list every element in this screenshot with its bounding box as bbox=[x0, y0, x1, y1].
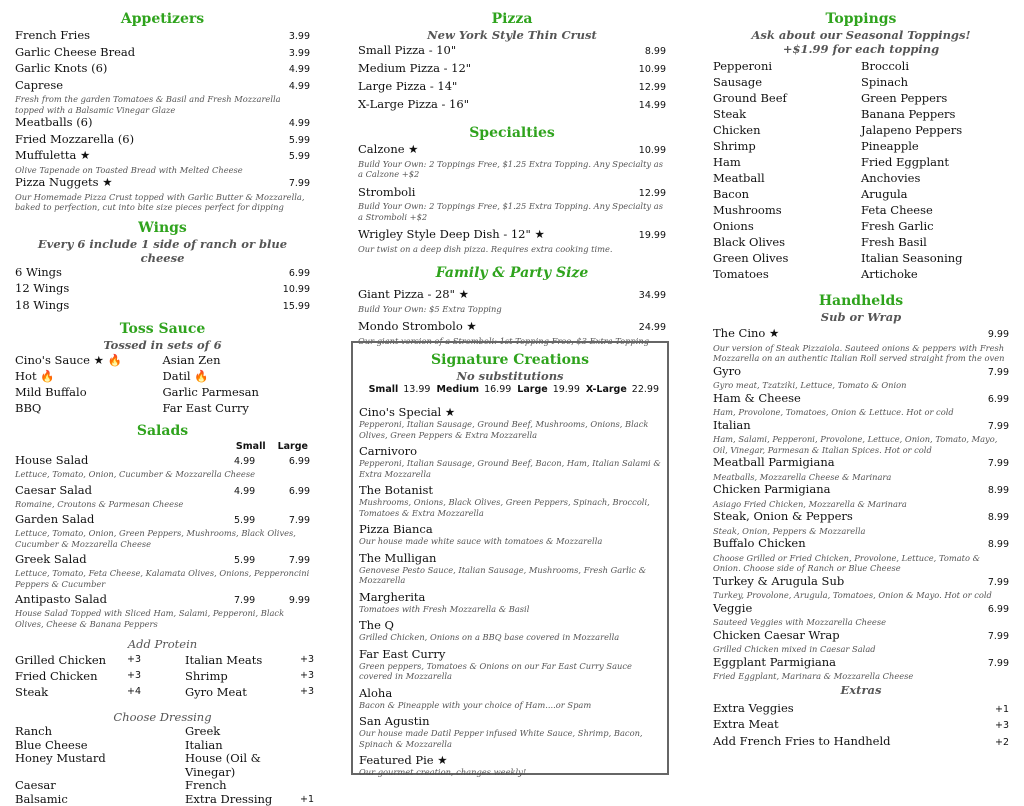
protein-price: +3 bbox=[300, 668, 310, 684]
signature-name: The Q bbox=[359, 618, 661, 632]
family-description: Build Your Own: $5 Extra Topping bbox=[358, 304, 666, 315]
wings-item bbox=[15, 281, 310, 298]
handheld-name: Eggplant Parmigiana bbox=[713, 655, 836, 671]
add-protein-heading: Add Protein bbox=[15, 637, 310, 652]
salad-name: House Salad bbox=[15, 453, 234, 467]
signature-size-price: 19.99 bbox=[553, 384, 580, 395]
extra-item bbox=[713, 734, 1009, 751]
toss-sauce-list bbox=[15, 352, 310, 416]
sauce-item: BBQ bbox=[15, 400, 163, 416]
topping-item: Mushrooms bbox=[713, 202, 861, 218]
handheld-item bbox=[713, 418, 1009, 435]
topping-item: Green Olives bbox=[713, 250, 861, 266]
topping-item: Black Olives bbox=[713, 234, 861, 250]
extra-price: +1 bbox=[995, 702, 1009, 718]
signature-name: Aloha bbox=[359, 686, 661, 700]
family-item bbox=[358, 319, 666, 336]
topping-item: Fried Eggplant bbox=[861, 154, 1009, 170]
salad-large-price: 6.99 bbox=[280, 455, 310, 469]
extras-list bbox=[713, 701, 1009, 751]
handheld-price: 7.99 bbox=[988, 575, 1009, 591]
extra-dressing-price: +1 bbox=[300, 793, 310, 806]
handheld-name: Meatball Parmigiana bbox=[713, 455, 835, 471]
protein-price: +3 bbox=[300, 652, 310, 668]
wings-item bbox=[15, 265, 310, 282]
sauce-item: Datil 🔥 bbox=[163, 368, 311, 384]
appetizer-price: 3.99 bbox=[289, 46, 310, 62]
appetizer-description: Our Homemade Pizza Crust topped with Garlic Butter & Mozzarella, baked to perfection, cut into bite size pieces perfect for dipping bbox=[15, 192, 310, 213]
sauce-item: Hot 🔥 bbox=[15, 368, 163, 384]
wings-name: 6 Wings bbox=[15, 265, 62, 281]
signature-size-label: Large bbox=[517, 384, 547, 395]
topping-item: Feta Cheese bbox=[861, 202, 1009, 218]
signature-heading: Signature Creations bbox=[359, 351, 661, 369]
appetizer-item bbox=[15, 132, 310, 149]
specialties-list bbox=[358, 142, 666, 254]
salad-description: Lettuce, Tomato, Onion, Cucumber & Mozzarella Cheese bbox=[15, 469, 310, 480]
handheld-description: Turkey, Provolone, Arugula, Tomatoes, Onion & Mayo. Hot or cold bbox=[713, 590, 1009, 601]
sauce-item: Asian Zen bbox=[163, 352, 311, 368]
topping-item: Chicken bbox=[713, 122, 861, 138]
dressing-item: French bbox=[185, 779, 300, 793]
extra-item bbox=[713, 717, 1009, 734]
dressing-list bbox=[15, 725, 310, 806]
signature-description: Green peppers, Tomatoes & Onions on our Far East Curry Sauce covered in Mozzarella bbox=[359, 661, 661, 682]
handhelds-subtitle: Sub or Wrap bbox=[713, 310, 1009, 324]
salad-large-price: 6.99 bbox=[280, 485, 310, 499]
signature-size-label: X-Large bbox=[586, 384, 627, 395]
handheld-price: 7.99 bbox=[988, 629, 1009, 645]
signature-name: Cino's Special ★ bbox=[359, 405, 661, 419]
wings-list bbox=[15, 265, 310, 315]
signature-size-price: 22.99 bbox=[632, 384, 659, 395]
handheld-item bbox=[713, 509, 1009, 526]
signature-description: Pepperoni, Italian Sausage, Ground Beef, Mushrooms, Onions, Black Olives, Green Peppers & Extra Mozzarella bbox=[359, 419, 661, 440]
pizza-list bbox=[358, 42, 666, 114]
handheld-price: 7.99 bbox=[988, 419, 1009, 435]
wings-subtitle: Every 6 include 1 side of ranch or blue cheese bbox=[15, 237, 310, 265]
pizza-item bbox=[358, 78, 666, 96]
appetizer-price: 5.99 bbox=[289, 149, 310, 165]
topping-item: Steak bbox=[713, 106, 861, 122]
right-column bbox=[713, 10, 1009, 750]
handheld-price: 6.99 bbox=[988, 392, 1009, 408]
appetizer-name: Caprese bbox=[15, 78, 63, 94]
topping-item: Spinach bbox=[861, 74, 1009, 90]
appetizers-list bbox=[15, 28, 310, 213]
pizza-name: Large Pizza - 14" bbox=[358, 78, 457, 94]
topping-item: Pineapple bbox=[861, 138, 1009, 154]
salad-item bbox=[15, 512, 310, 528]
signature-size-price: 13.99 bbox=[403, 384, 430, 395]
signature-description: Bacon & Pineapple with your choice of Ham....or Spam bbox=[359, 700, 661, 711]
dressing-item: Caesar bbox=[15, 779, 185, 793]
salad-large-price: 7.99 bbox=[280, 514, 310, 528]
toppings-heading: Toppings bbox=[713, 10, 1009, 28]
pizza-price: 14.99 bbox=[639, 98, 666, 114]
dressing-item: Italian bbox=[185, 739, 300, 753]
specialty-description: Build Your Own: 2 Toppings Free, $1.25 Extra Topping. Any Specialty as a Stromboli +$2 bbox=[358, 201, 666, 222]
topping-item: Banana Peppers bbox=[861, 106, 1009, 122]
salad-large-price: 7.99 bbox=[280, 554, 310, 568]
protein-price: +3 bbox=[127, 668, 185, 684]
salad-large-label: Large bbox=[278, 440, 308, 453]
signature-name: Far East Curry bbox=[359, 647, 661, 661]
dressing-item: Greek bbox=[185, 725, 300, 739]
specialty-description: Build Your Own: 2 Toppings Free, $1.25 Extra Topping. Any Specialty as a Calzone +$2 bbox=[358, 159, 666, 180]
extra-price: +2 bbox=[995, 735, 1009, 751]
appetizers-heading: Appetizers bbox=[15, 10, 310, 28]
handheld-description: Steak, Onion, Peppers & Mozzarella bbox=[713, 526, 1009, 537]
salad-item bbox=[15, 552, 310, 568]
handheld-name: Italian bbox=[713, 418, 751, 434]
protein-name: Fried Chicken bbox=[15, 668, 127, 684]
dressing-heading: Choose Dressing bbox=[15, 710, 310, 725]
salad-name: Garden Salad bbox=[15, 512, 234, 526]
appetizer-description: Olive Tapenade on Toasted Bread with Melted Cheese bbox=[15, 165, 310, 176]
specialty-item bbox=[358, 142, 666, 159]
topping-item: Ham bbox=[713, 154, 861, 170]
pizza-item bbox=[358, 60, 666, 78]
appetizer-price: 4.99 bbox=[289, 62, 310, 78]
protein-price: +3 bbox=[300, 684, 310, 700]
topping-item: Pepperoni bbox=[713, 58, 861, 74]
salad-item bbox=[15, 453, 310, 469]
handheld-item bbox=[713, 391, 1009, 408]
family-heading: Family & Party Size bbox=[358, 264, 666, 282]
handheld-name: Veggie bbox=[713, 601, 752, 617]
dressing-item: Honey Mustard bbox=[15, 752, 185, 779]
salad-description: House Salad Topped with Sliced Ham, Salami, Pepperoni, Black Olives, Cheese & Banana Peppers bbox=[15, 608, 310, 629]
topping-item: Broccoli bbox=[861, 58, 1009, 74]
handheld-description: Choose Grilled or Fried Chicken, Provolone, Lettuce, Tomato & Onion. Choose side of Ranch or Blue Cheese bbox=[713, 553, 1009, 574]
extra-name: Add French Fries to Handheld bbox=[713, 734, 891, 750]
handheld-description: Grilled Chicken mixed in Caesar Salad bbox=[713, 644, 1009, 655]
handheld-description: Ham, Salami, Pepperoni, Provolone, Lettuce, Onion, Tomato, Mayo, Oil, Vinegar, Parmesan & Italian Spices. Hot or cold bbox=[713, 434, 1009, 455]
handheld-item bbox=[713, 574, 1009, 591]
protein-name: Grilled Chicken bbox=[15, 652, 127, 668]
handheld-name: Gyro bbox=[713, 364, 741, 380]
salad-description: Lettuce, Tomato, Feta Cheese, Kalamata Olives, Onions, Pepperoncini Peppers & Cucumber bbox=[15, 568, 310, 589]
signature-name: Pizza Bianca bbox=[359, 522, 661, 536]
appetizer-item bbox=[15, 148, 310, 165]
topping-item: Arugula bbox=[861, 186, 1009, 202]
appetizer-name: Garlic Cheese Bread bbox=[15, 45, 135, 61]
topping-item: Anchovies bbox=[861, 170, 1009, 186]
topping-item: Fresh Basil bbox=[861, 234, 1009, 250]
specialty-name: Stromboli bbox=[358, 185, 415, 201]
handheld-description: Our version of Steak Pizzaiola. Sauteed onions & peppers with Fresh Mozzarella on an authentic Italian Roll served straight from the oven bbox=[713, 343, 1009, 364]
extra-price: +3 bbox=[995, 718, 1009, 734]
sauce-item: Far East Curry bbox=[163, 400, 311, 416]
topping-item: Fresh Garlic bbox=[861, 218, 1009, 234]
handheld-description: Fried Eggplant, Marinara & Mozzarella Cheese bbox=[713, 671, 1009, 682]
handheld-name: Chicken Parmigiana bbox=[713, 482, 830, 498]
salads-list bbox=[15, 453, 310, 629]
signature-size-label: Small bbox=[369, 384, 399, 395]
appetizer-name: Meatballs (6) bbox=[15, 115, 92, 131]
appetizer-item bbox=[15, 115, 310, 132]
handheld-price: 7.99 bbox=[988, 456, 1009, 472]
middle-column bbox=[358, 10, 666, 346]
salad-small-price: 7.99 bbox=[234, 594, 280, 608]
specialty-description: Our twist on a deep dish pizza. Requires extra cooking time. bbox=[358, 244, 666, 255]
signature-size-prices bbox=[359, 383, 661, 397]
signature-name: Carnivoro bbox=[359, 444, 661, 458]
dressing-item: Extra Dressing bbox=[185, 793, 300, 806]
wings-heading: Wings bbox=[15, 219, 310, 237]
signature-name: Featured Pie ★ bbox=[359, 753, 661, 767]
dressing-item: Ranch bbox=[15, 725, 185, 739]
salad-name: Caesar Salad bbox=[15, 483, 234, 497]
wings-price: 6.99 bbox=[289, 266, 310, 282]
topping-item: Italian Seasoning bbox=[861, 250, 1009, 266]
topping-item: Onions bbox=[713, 218, 861, 234]
salad-small-price: 5.99 bbox=[234, 554, 280, 568]
pizza-item bbox=[358, 96, 666, 114]
add-protein-list bbox=[15, 652, 310, 700]
pizza-price: 12.99 bbox=[639, 80, 666, 96]
signature-size-label: Medium bbox=[436, 384, 479, 395]
specialty-price: 19.99 bbox=[639, 228, 666, 244]
family-list bbox=[358, 287, 666, 346]
extra-item bbox=[713, 701, 1009, 718]
appetizer-name: Muffuletta ★ bbox=[15, 148, 90, 164]
appetizer-item bbox=[15, 45, 310, 62]
salad-item bbox=[15, 592, 310, 608]
toppings-subtitle-1: Ask about our Seasonal Toppings! bbox=[713, 28, 1009, 42]
handheld-name: Buffalo Chicken bbox=[713, 536, 806, 552]
appetizer-name: Fried Mozzarella (6) bbox=[15, 132, 134, 148]
signature-description: Genovese Pesto Sauce, Italian Sausage, Mushrooms, Fresh Garlic & Mozzarella bbox=[359, 565, 661, 586]
signature-description: Pepperoni, Italian Sausage, Ground Beef, Bacon, Ham, Italian Salami & Extra Mozzarella bbox=[359, 458, 661, 479]
topping-item: Bacon bbox=[713, 186, 861, 202]
specialty-name: Wrigley Style Deep Dish - 12" ★ bbox=[358, 227, 545, 243]
handheld-description: Meatballs, Mozzarella Cheese & Marinara bbox=[713, 472, 1009, 483]
topping-item: Green Peppers bbox=[861, 90, 1009, 106]
extra-name: Extra Meat bbox=[713, 717, 779, 733]
handheld-item bbox=[713, 326, 1009, 343]
appetizer-description: Fresh from the garden Tomatoes & Basil and Fresh Mozzarella topped with a Balsamic Vinegar Glaze bbox=[15, 94, 310, 115]
family-description: Our giant version of a Stromboli: 1st Topping Free, $3 Extra Topping bbox=[358, 336, 666, 347]
signature-description: Tomatoes with Fresh Mozzarella & Basil bbox=[359, 604, 661, 615]
appetizer-price: 5.99 bbox=[289, 133, 310, 149]
appetizer-price: 4.99 bbox=[289, 79, 310, 95]
topping-item: Tomatoes bbox=[713, 266, 861, 282]
topping-item: Ground Beef bbox=[713, 90, 861, 106]
salad-description: Romaine, Croutons & Parmesan Cheese bbox=[15, 499, 310, 510]
appetizer-name: Garlic Knots (6) bbox=[15, 61, 107, 77]
handheld-price: 8.99 bbox=[988, 483, 1009, 499]
appetizer-name: French Fries bbox=[15, 28, 90, 44]
family-item bbox=[358, 287, 666, 304]
handheld-price: 7.99 bbox=[988, 656, 1009, 672]
pizza-name: X-Large Pizza - 16" bbox=[358, 96, 469, 112]
family-name: Mondo Strombolo ★ bbox=[358, 319, 477, 335]
pizza-name: Medium Pizza - 12" bbox=[358, 60, 471, 76]
topping-item: Artichoke bbox=[861, 266, 1009, 282]
pizza-price: 8.99 bbox=[645, 44, 666, 60]
handheld-name: The Cino ★ bbox=[713, 326, 779, 342]
dressing-item: House (Oil & Vinegar) bbox=[185, 752, 300, 779]
handheld-item bbox=[713, 364, 1009, 381]
protein-price: +3 bbox=[127, 652, 185, 668]
signature-description: Our house made white sauce with tomatoes & Mozzarella bbox=[359, 536, 661, 547]
salad-size-header bbox=[15, 440, 310, 453]
handheld-description: Asiago Fried Chicken, Mozzarella & Marinara bbox=[713, 499, 1009, 510]
pizza-name: Small Pizza - 10" bbox=[358, 42, 456, 58]
pizza-item bbox=[358, 42, 666, 60]
salad-small-price: 4.99 bbox=[234, 485, 280, 499]
specialty-item bbox=[358, 227, 666, 244]
protein-name: Steak bbox=[15, 684, 127, 700]
salad-small-label: Small bbox=[236, 440, 266, 453]
sauce-item: Cino's Sauce ★ 🔥 bbox=[15, 352, 163, 368]
handheld-name: Turkey & Arugula Sub bbox=[713, 574, 844, 590]
handheld-item bbox=[713, 455, 1009, 472]
toppings-list bbox=[713, 58, 1009, 282]
salad-name: Greek Salad bbox=[15, 552, 234, 566]
left-column bbox=[15, 10, 310, 806]
specialty-item bbox=[358, 185, 666, 202]
handheld-price: 9.99 bbox=[988, 327, 1009, 343]
protein-name: Italian Meats bbox=[185, 652, 300, 668]
family-name: Giant Pizza - 28" ★ bbox=[358, 287, 469, 303]
dressing-item: Balsamic bbox=[15, 793, 185, 806]
handheld-item bbox=[713, 628, 1009, 645]
signature-name: San Agustin bbox=[359, 714, 661, 728]
sauce-item: Garlic Parmesan bbox=[163, 384, 311, 400]
appetizer-name: Pizza Nuggets ★ bbox=[15, 175, 113, 191]
salad-small-price: 5.99 bbox=[234, 514, 280, 528]
handheld-item bbox=[713, 601, 1009, 618]
topping-item: Meatball bbox=[713, 170, 861, 186]
appetizer-item bbox=[15, 61, 310, 78]
signature-name: The Mulligan bbox=[359, 551, 661, 565]
handheld-price: 6.99 bbox=[988, 602, 1009, 618]
specialties-heading: Specialties bbox=[358, 124, 666, 142]
salads-heading: Salads bbox=[15, 422, 310, 440]
appetizer-item bbox=[15, 175, 310, 192]
handheld-description: Sauteed Veggies with Mozzarella Cheese bbox=[713, 617, 1009, 628]
specialty-price: 12.99 bbox=[639, 186, 666, 202]
salad-description: Lettuce, Tomato, Onion, Green Peppers, Mushrooms, Black Olives, Cucumber & Mozzarella Cheese bbox=[15, 528, 310, 549]
salad-name: Antipasto Salad bbox=[15, 592, 234, 606]
protein-name: Shrimp bbox=[185, 668, 300, 684]
wings-price: 15.99 bbox=[283, 299, 310, 315]
handheld-price: 8.99 bbox=[988, 510, 1009, 526]
family-price: 24.99 bbox=[639, 320, 666, 336]
wings-item bbox=[15, 298, 310, 315]
handhelds-heading: Handhelds bbox=[713, 292, 1009, 310]
wings-name: 12 Wings bbox=[15, 281, 69, 297]
wings-price: 10.99 bbox=[283, 282, 310, 298]
protein-price: +4 bbox=[127, 684, 185, 700]
specialty-price: 10.99 bbox=[639, 143, 666, 159]
appetizer-item bbox=[15, 78, 310, 95]
signature-description: Our house made Datil Pepper infused White Sauce, Shrimp, Bacon, Spinach & Mozzarella bbox=[359, 728, 661, 749]
signature-size-price: 16.99 bbox=[484, 384, 511, 395]
specialty-name: Calzone ★ bbox=[358, 142, 419, 158]
salad-item bbox=[15, 483, 310, 499]
handheld-name: Chicken Caesar Wrap bbox=[713, 628, 840, 644]
extra-name: Extra Veggies bbox=[713, 701, 794, 717]
extras-heading: Extras bbox=[713, 683, 1009, 697]
signature-description: Our gourmet creation, changes weekly! bbox=[359, 767, 661, 778]
toss-sauce-heading: Toss Sauce bbox=[15, 320, 310, 338]
pizza-heading: Pizza bbox=[358, 10, 666, 28]
protein-name: Gyro Meat bbox=[185, 684, 300, 700]
salad-large-price: 9.99 bbox=[280, 594, 310, 608]
handheld-price: 7.99 bbox=[988, 365, 1009, 381]
handheld-name: Ham & Cheese bbox=[713, 391, 801, 407]
wings-name: 18 Wings bbox=[15, 298, 69, 314]
sauce-item: Mild Buffalo bbox=[15, 384, 163, 400]
handheld-description: Ham, Provolone, Tomatoes, Onion & Lettuce. Hot or cold bbox=[713, 407, 1009, 418]
dressing-item: Blue Cheese bbox=[15, 739, 185, 753]
topping-item: Shrimp bbox=[713, 138, 861, 154]
family-price: 34.99 bbox=[639, 288, 666, 304]
topping-item: Jalapeno Peppers bbox=[861, 122, 1009, 138]
signature-name: The Botanist bbox=[359, 483, 661, 497]
handheld-item bbox=[713, 482, 1009, 499]
appetizer-price: 3.99 bbox=[289, 29, 310, 45]
handheld-price: 8.99 bbox=[988, 537, 1009, 553]
handhelds-list bbox=[713, 326, 1009, 682]
signature-subtitle: No substitutions bbox=[359, 369, 661, 383]
handheld-name: Steak, Onion & Peppers bbox=[713, 509, 853, 525]
appetizer-price: 7.99 bbox=[289, 176, 310, 192]
signature-description: Mushrooms, Onions, Black Olives, Green Peppers, Spinach, Broccoli, Tomatoes & Extra Mozzarella bbox=[359, 497, 661, 518]
toppings-subtitle-2: +$1.99 for each topping bbox=[713, 42, 1009, 56]
topping-item: Sausage bbox=[713, 74, 861, 90]
signature-name: Margherita bbox=[359, 590, 661, 604]
signature-creations-box bbox=[351, 341, 669, 775]
appetizer-item bbox=[15, 28, 310, 45]
toss-sauce-subtitle: Tossed in sets of 6 bbox=[15, 338, 310, 352]
appetizer-price: 4.99 bbox=[289, 116, 310, 132]
handheld-description: Gyro meat, Tzatziki, Lettuce, Tomato & Onion bbox=[713, 380, 1009, 391]
salad-small-price: 4.99 bbox=[234, 455, 280, 469]
pizza-price: 10.99 bbox=[639, 62, 666, 78]
signature-list bbox=[359, 405, 661, 778]
pizza-subtitle: New York Style Thin Crust bbox=[358, 28, 666, 42]
signature-description: Grilled Chicken, Onions on a BBQ base covered in Mozzarella bbox=[359, 632, 661, 643]
handheld-item bbox=[713, 655, 1009, 672]
handheld-item bbox=[713, 536, 1009, 553]
